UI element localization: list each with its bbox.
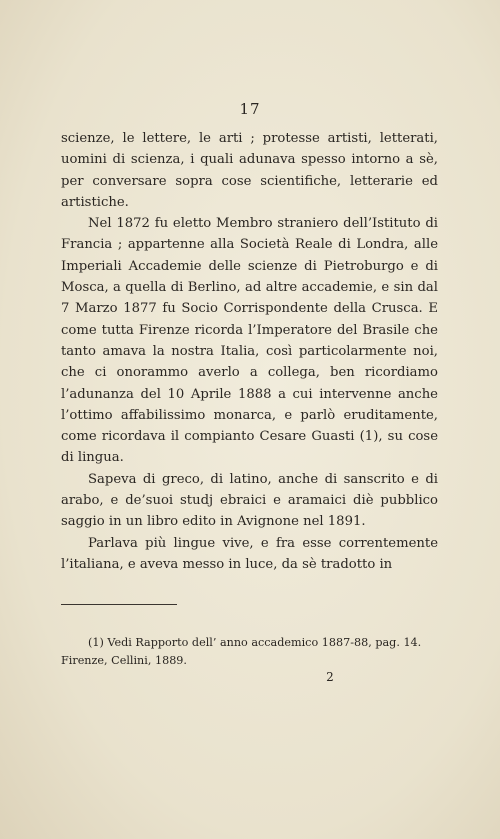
body-text <box>61 128 438 575</box>
paragraph: Sapeva di greco, di latino, anche di sanscrito e di arabo, e de’suoi studj ebraici e aramaici diè pubblico saggio in un libro edito in Avignone nel 1891. <box>61 471 438 530</box>
footnote-divider <box>61 604 177 605</box>
paragraph-continuation: scienze, le lettere, le arti ; protesse artisti, letterati, uomini di scienza, i quali adunava spesso intorno a sè, per conversare sopra cose scientifiche, letterarie ed artistiche. <box>61 131 438 210</box>
paragraph: Nel 1872 fu eletto Membro straniero dell’Istituto di Francia ; appartenne alla Società Reale di Londra, alle Imperiali Accademie delle scienze di Pietroburgo e di Mosca, a quella di Berlino, ad altre accademie, e sin dal 7 Marzo 1877 fu Socio Corrispondente della Crusca. E come tutta Firenze ricorda l’Imperatore del Brasile che tanto amava la nostra Italia, così particolarmente noi, che ci onorammo averlo a collega, ben ricordiamo l’adunanza del 10 Aprile 1888 a cui intervenne anche l’ottimo affabilissimo monarca, e parlò eruditamente, come ricordava il compianto Cesare Guasti (1), su cose di lingua. <box>61 216 438 466</box>
footnote-text: (1) Vedi Rapporto dell’ anno accademico 1887-88, pag. 14. Firenze, Cellini, 1889. <box>61 636 422 667</box>
paragraph: Parlava più lingue vive, e fra esse correntemente l’italiana, e aveva messo in luce, da sè tradotto in <box>61 535 438 572</box>
footnote <box>61 634 438 670</box>
signature-mark: 2 <box>326 670 334 684</box>
page-number: 17 <box>239 100 261 118</box>
